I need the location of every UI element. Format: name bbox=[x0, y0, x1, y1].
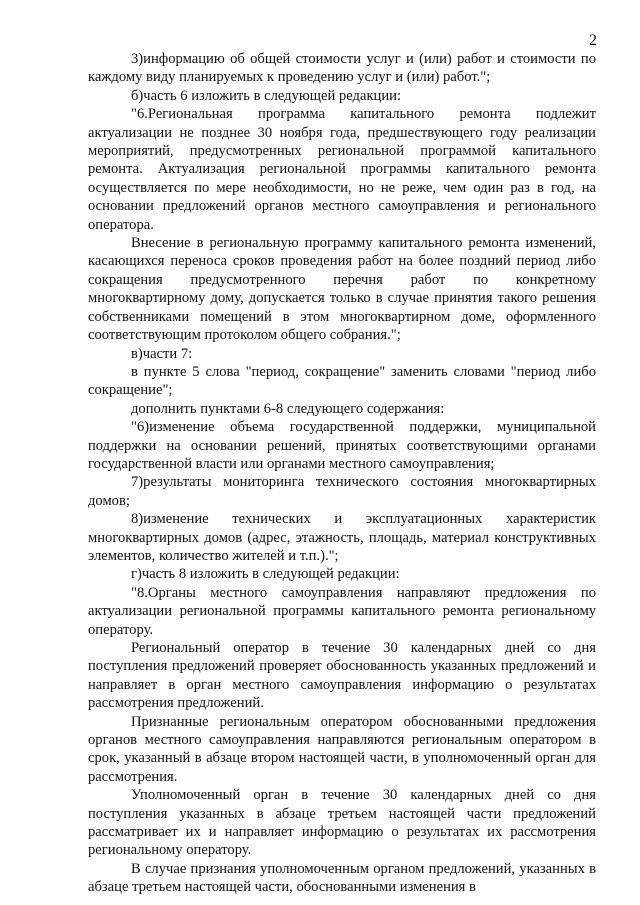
paragraph: Региональный оператор в течение 30 календарных дней со дня поступления предложений проверяет обоснованность указанных предложений и направляет в орган местного самоуправления информацию о результатах рассмотрения предложений. bbox=[88, 640, 596, 712]
paragraph: В случае признания уполномоченным органом предложений, указанных в абзаце третьем настоящей части, обоснованными изменения в bbox=[88, 860, 596, 896]
paragraph: в)части 7: bbox=[131, 345, 193, 362]
paragraph: 8)изменение технических и эксплуатационных характеристик многоквартирных домов (адрес, этажность, площадь, материал конструктивных элементов, количество жителей и т.п.)."; bbox=[88, 511, 596, 564]
paragraph: "6)изменение объема государственной поддержки, муниципальной поддержки на основании решений, принятых соответствующими органами государственной власти или органами местного самоуправления; bbox=[88, 419, 596, 472]
paragraph: "6.Региональная программа капитального ремонта подлежит актуализации не позднее 30 ноября года, предшествующего году реализации мероприятий, предусмотренных региональной программой капитального ремонта. Актуализация региональной программы капитального ремонта осуществляется по мере необходимости, но не реже, чем один раз в год, на основании предложений органов местного самоуправления и регионального оператора. bbox=[88, 106, 596, 233]
paragraph: дополнить пунктами 6-8 следующего содержания: bbox=[131, 400, 445, 417]
paragraph: Уполномоченный орган в течение 30 календарных дней со дня поступления указанных в абзаце третьем настоящей части предложений рассматривает их и направляет информацию о результатах их рассмотрения региональному оператору. bbox=[88, 787, 596, 859]
paragraph: г)часть 8 изложить в следующей редакции: bbox=[131, 566, 400, 583]
paragraph: 7)результаты мониторинга технического состояния многоквартирных домов; bbox=[88, 474, 596, 509]
document-body bbox=[88, 50, 596, 897]
paragraph: Признанные региональным оператором обоснованными предложения органов местного самоуправления направляются региональным оператором в срок, указанный в абзаце втором настоящей части, в уполномоченный орган для рассмотрения. bbox=[88, 713, 596, 785]
paragraph: б)часть 6 изложить в следующей редакции: bbox=[131, 87, 402, 104]
paragraph: в пункте 5 слова "период, сокращение" заменить словами "период либо сокращение"; bbox=[88, 363, 596, 399]
page-number: 2 bbox=[589, 32, 597, 49]
paragraph: 3)информацию об общей стоимости услуг и (или) работ и стоимости по каждому виду планируемых к проведению услуг и (или) работ."; bbox=[88, 51, 596, 86]
paragraph: Внесение в региональную программу капитального ремонта изменений, касающихся переноса сроков проведения работ на более поздний период либо сокращения предусмотренного перечня работ по конкретному многоквартирному дому, допускается только в случае принятия такого решения собственниками помещений в этом многоквартирном доме, оформленного соответствующим протоколом общего собрания."; bbox=[88, 235, 596, 344]
paragraph: "8.Органы местного самоуправления направляют предложения по актуализации региональной программы капитального ремонта региональному оператору. bbox=[88, 584, 596, 638]
